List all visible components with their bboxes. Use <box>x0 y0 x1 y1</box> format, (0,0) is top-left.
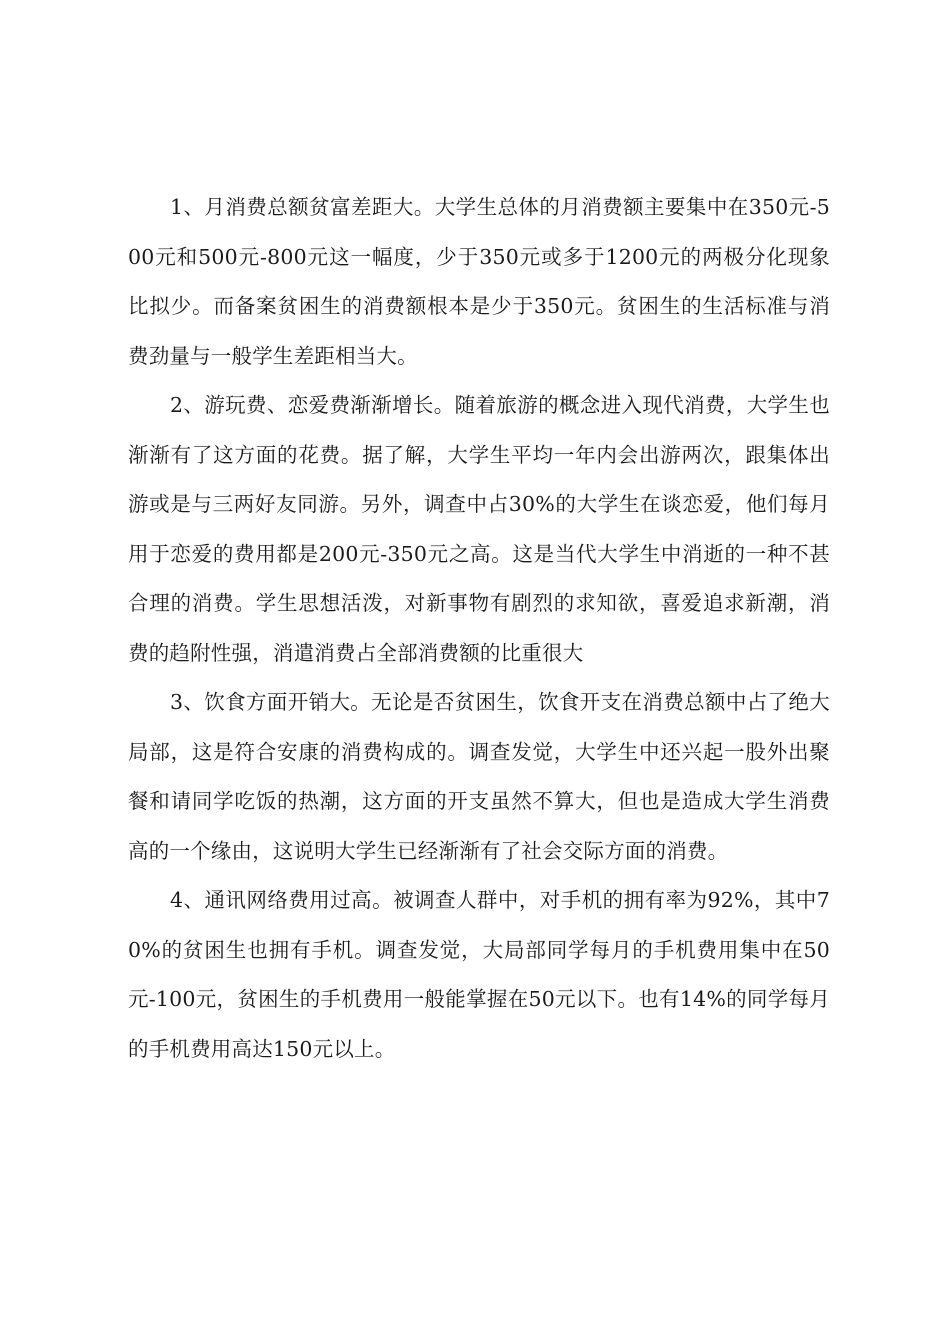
paragraph-food-expenses: 3、饮食方面开销大。无论是否贫困生，饮食开支在消费总额中占了绝大局部，这是符合安康的消费构成的。调查发觉，大学生中还兴起一股外出聚餐和请同学吃饭的热潮，这方面的开支虽然不算大，但也是造成大学生消费高的一个缘由，这说明大学生已经渐渐有了社会交际方面的消费。 <box>128 690 830 863</box>
paragraph-travel-dating-costs: 2、游玩费、恋爱费渐渐增长。随着旅游的概念进入现代消费，大学生也渐渐有了这方面的花费。据了解，大学生平均一年内会出游两次，跟集体出游或是与三两好友同游。另外，调查中占30%的大学生在谈恋爱，他们每月用于恋爱的费用都是200元-350元之高。这是当代大学生中消逝的一种不甚合理的消费。学生思想活泼，对新事物有剧烈的求知欲，喜爱追求新潮，消费的趋附性强，消遣消费占全部消费额的比重很大 <box>128 393 830 665</box>
document-body <box>128 183 830 1074</box>
paragraph-phone-costs: 4、通讯网络费用过高。被调查人群中，对手机的拥有率为92%，其中70%的贫困生也拥有手机。调查发觉，大局部同学每月的手机费用集中在50元-100元，贫困生的手机费用一般能掌握在50元以下。也有14%的同学每月的手机费用高达150元以上。 <box>128 888 830 1061</box>
paragraph-monthly-spending-gap: 1、月消费总额贫富差距大。大学生总体的月消费额主要集中在350元-500元和500元-800元这一幅度，少于350元或多于1200元的两极分化现象比拟少。而备案贫困生的消费额根本是少于350元。贫困生的生活标准与消费劲量与一般学生差距相当大。 <box>128 195 830 368</box>
